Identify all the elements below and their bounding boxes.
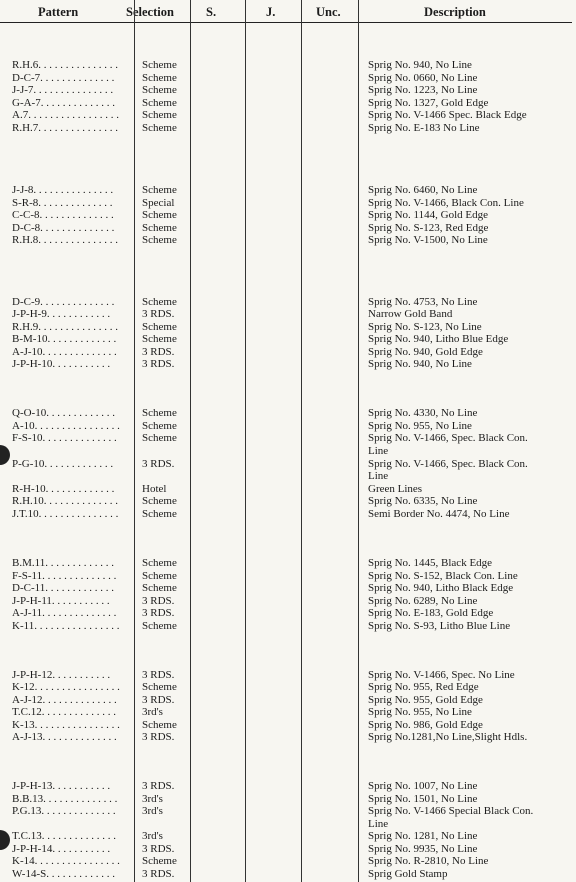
description-cell: Sprig No. 6460, No Line — [368, 184, 478, 196]
table-row — [0, 407, 576, 420]
table-row — [0, 805, 576, 818]
selection-cell: Scheme — [142, 296, 177, 308]
description-cell: Sprig No. 6289, No Line — [368, 595, 478, 607]
pattern-cell: B-M-10. . . . . . . . . . . . . — [12, 333, 117, 345]
description-cell: Sprig No. 1281, No Line — [368, 830, 478, 842]
pattern-cell: R.H.7. . . . . . . . . . . . . . . — [12, 122, 119, 134]
pattern-cell: W-14-S. . . . . . . . . . . . . — [12, 868, 115, 880]
pattern-cell: B.B.13. . . . . . . . . . . . . . — [12, 793, 118, 805]
selection-cell: Scheme — [142, 333, 177, 345]
table-row — [0, 731, 576, 744]
table-row — [0, 59, 576, 72]
pattern-cell: A-J-13. . . . . . . . . . . . . . — [12, 731, 117, 743]
selection-header: Selection — [126, 5, 174, 19]
selection-cell: 3rd's — [142, 793, 163, 805]
selection-cell: Scheme — [142, 184, 177, 196]
pattern-cell: J-P-H-14. . . . . . . . . . . — [12, 843, 111, 855]
selection-cell: Hotel — [142, 483, 167, 495]
description-cell: Sprig No. 955, Gold Edge — [368, 694, 483, 706]
selection-cell: Scheme — [142, 508, 177, 520]
table-row — [0, 868, 576, 881]
pattern-cell: J-P-H-9. . . . . . . . . . . . — [12, 308, 111, 320]
description-cell: Sprig No. 940, Litho Blue Edge — [368, 333, 509, 345]
selection-cell: Scheme — [142, 222, 177, 234]
selection-cell: Special — [142, 197, 175, 209]
description-cell: Sprig No. V-1500, No Line — [368, 234, 488, 246]
table-row — [0, 706, 576, 719]
description-cell: Narrow Gold Band — [368, 308, 453, 320]
table-row — [0, 333, 576, 346]
pattern-cell: J-P-H-12. . . . . . . . . . . — [12, 669, 111, 681]
selection-cell: 3 RDS. — [142, 843, 175, 855]
pattern-cell: K-12. . . . . . . . . . . . . . . . — [12, 681, 120, 693]
description-cell: Sprig No. S-93, Litho Blue Line — [368, 620, 511, 632]
description-cell: Sprig No. 4330, No Line — [368, 407, 478, 419]
pattern-cell: R.H.6. . . . . . . . . . . . . . . — [12, 59, 119, 71]
selection-cell: Scheme — [142, 432, 177, 444]
description-cell: Sprig No. E-183 No Line — [368, 122, 480, 134]
pattern-cell: D-C-8. . . . . . . . . . . . . . — [12, 222, 115, 234]
selection-cell: Scheme — [142, 855, 177, 867]
selection-cell: Scheme — [142, 557, 177, 569]
selection-cell: Scheme — [142, 84, 177, 96]
selection-cell: Scheme — [142, 321, 177, 333]
description-cell: Sprig No. 986, Gold Edge — [368, 719, 483, 731]
pattern-cell: K-14. . . . . . . . . . . . . . . . — [12, 855, 120, 867]
table-row — [0, 122, 576, 135]
pattern-cell: A.7. . . . . . . . . . . . . . . . . — [12, 109, 119, 121]
table-row — [0, 582, 576, 595]
selection-cell: 3 RDS. — [142, 458, 175, 470]
description-cell: Line — [368, 470, 389, 482]
pattern-cell: R.H.9. . . . . . . . . . . . . . . — [12, 321, 119, 333]
selection-cell: 3 RDS. — [142, 308, 175, 320]
description-cell: Sprig No. E-183, Gold Edge — [368, 607, 494, 619]
selection-cell: Scheme — [142, 122, 177, 134]
pattern-cell: P-G-10. . . . . . . . . . . . . — [12, 458, 114, 470]
selection-cell: Scheme — [142, 407, 177, 419]
table-row — [0, 84, 576, 97]
pattern-cell: R.H.8. . . . . . . . . . . . . . . — [12, 234, 119, 246]
table-header — [0, 0, 576, 22]
pattern-cell: A-J-11. . . . . . . . . . . . . . — [12, 607, 117, 619]
selection-cell: 3 RDS. — [142, 358, 175, 370]
description-cell: Sprig No. 6335, No Line — [368, 495, 478, 507]
selection-cell: Scheme — [142, 72, 177, 84]
description-cell: Sprig No. 1327, Gold Edge — [368, 97, 489, 109]
pattern-cell: J-J-7. . . . . . . . . . . . . . . — [12, 84, 114, 96]
table-row — [0, 209, 576, 222]
selection-cell: 3 RDS. — [142, 669, 175, 681]
table-row — [0, 620, 576, 633]
j-header: J. — [266, 5, 276, 19]
description-cell: Sprig No. V-1466, Spec. Black Con. — [368, 458, 528, 470]
description-cell: Sprig No. 1445, Black Edge — [368, 557, 493, 569]
selection-cell: Scheme — [142, 582, 177, 594]
description-cell: Sprig No. V-1466 Spec. Black Edge — [368, 109, 527, 121]
table-row — [0, 780, 576, 793]
table-row — [0, 470, 576, 483]
selection-cell: Scheme — [142, 681, 177, 693]
description-cell: Sprig No.1281,No Line,Slight Hdls. — [368, 731, 528, 743]
description-cell: Sprig No. V-1466, Spec. Black Con. — [368, 432, 528, 444]
pattern-cell: F-S-10. . . . . . . . . . . . . . — [12, 432, 117, 444]
description-cell: Sprig No. 9935, No Line — [368, 843, 478, 855]
selection-cell: 3rd's — [142, 706, 163, 718]
selection-cell: Scheme — [142, 209, 177, 221]
table-row — [0, 308, 576, 321]
selection-cell: Scheme — [142, 719, 177, 731]
pattern-cell: J.T.10. . . . . . . . . . . . . . . — [12, 508, 119, 520]
description-cell: Sprig No. 940, No Line — [368, 358, 472, 370]
description-cell: Sprig No. 4753, No Line — [368, 296, 478, 308]
table-row — [0, 830, 576, 843]
selection-cell: Scheme — [142, 59, 177, 71]
pattern-cell: D-C-7. . . . . . . . . . . . . . — [12, 72, 115, 84]
table-row — [0, 681, 576, 694]
pattern-cell: J-J-8. . . . . . . . . . . . . . . — [12, 184, 114, 196]
selection-cell: 3 RDS. — [142, 868, 175, 880]
pattern-cell: Q-O-10. . . . . . . . . . . . . — [12, 407, 115, 419]
pattern-cell: J-P-H-11. . . . . . . . . . . — [12, 595, 110, 607]
description-cell: Sprig No. 940, No Line — [368, 59, 472, 71]
pattern-cell: A-J-10. . . . . . . . . . . . . . — [12, 346, 117, 358]
description-cell: Sprig No. 955, No Line — [368, 706, 472, 718]
description-cell: Line — [368, 818, 389, 830]
selection-cell: 3 RDS. — [142, 780, 175, 792]
pattern-cell: J-P-H-10. . . . . . . . . . . — [12, 358, 111, 370]
selection-cell: Scheme — [142, 109, 177, 121]
pattern-cell: D-C-9. . . . . . . . . . . . . . — [12, 296, 115, 308]
pattern-cell: K-11. . . . . . . . . . . . . . . . — [12, 620, 120, 632]
selection-cell: 3 RDS. — [142, 595, 175, 607]
table-row — [0, 432, 576, 445]
description-cell: Green Lines — [368, 483, 423, 495]
pattern-cell: T.C.12. . . . . . . . . . . . . . — [12, 706, 116, 718]
description-cell: Sprig No. V-1466, Spec. No Line — [368, 669, 515, 681]
selection-cell: Scheme — [142, 97, 177, 109]
pattern-cell: D-C-11. . . . . . . . . . . . . — [12, 582, 114, 594]
pattern-cell: R-H-10. . . . . . . . . . . . . — [12, 483, 115, 495]
table-row — [0, 445, 576, 458]
selection-cell: Scheme — [142, 495, 177, 507]
description-cell: Sprig No. S-123, No Line — [368, 321, 482, 333]
selection-cell: 3 RDS. — [142, 346, 175, 358]
pattern-cell: G-A-7. . . . . . . . . . . . . . — [12, 97, 115, 109]
description-cell: Sprig No. S-152, Black Con. Line — [368, 570, 518, 582]
table-row — [0, 109, 576, 122]
pattern-cell: A-10. . . . . . . . . . . . . . . . — [12, 420, 120, 432]
pattern-cell: P.G.13. . . . . . . . . . . . . . — [12, 805, 116, 817]
description-cell: Sprig No. V-1466 Special Black Con. — [368, 805, 534, 817]
selection-cell: 3rd's — [142, 805, 163, 817]
description-cell: Sprig No. 0660, No Line — [368, 72, 478, 84]
description-cell: Sprig No. R-2810, No Line — [368, 855, 489, 867]
description-cell: Sprig No. 955, No Line — [368, 420, 472, 432]
header-rule — [0, 22, 572, 23]
table-row — [0, 184, 576, 197]
description-cell: Sprig No. 955, Red Edge — [368, 681, 479, 693]
pattern-cell: R.H.10. . . . . . . . . . . . . . — [12, 495, 119, 507]
selection-cell: Scheme — [142, 234, 177, 246]
description-cell: Sprig No. 1501, No Line — [368, 793, 478, 805]
selection-cell: 3 RDS. — [142, 731, 175, 743]
pattern-cell: A-J-12. . . . . . . . . . . . . . — [12, 694, 117, 706]
selection-cell: 3 RDS. — [142, 694, 175, 706]
s-header: S. — [206, 5, 217, 19]
pattern-cell: T.C.13. . . . . . . . . . . . . . — [12, 830, 116, 842]
selection-cell: Scheme — [142, 620, 177, 632]
pattern-header: Pattern — [38, 5, 79, 19]
pattern-cell: B.M.11. . . . . . . . . . . . . — [12, 557, 114, 569]
description-cell: Sprig No. 1007, No Line — [368, 780, 478, 792]
selection-cell: 3rd's — [142, 830, 163, 842]
table-row — [0, 855, 576, 868]
selection-cell: Scheme — [142, 420, 177, 432]
table-row — [0, 508, 576, 521]
description-cell: Sprig No. 1223, No Line — [368, 84, 478, 96]
description-cell: Sprig No. 940, Gold Edge — [368, 346, 483, 358]
pattern-cell: C-C-8. . . . . . . . . . . . . . — [12, 209, 114, 221]
pattern-cell: K-13. . . . . . . . . . . . . . . . — [12, 719, 120, 731]
table-row — [0, 234, 576, 247]
description-cell: Line — [368, 445, 389, 457]
description-header: Description — [424, 5, 486, 19]
description-cell: Sprig No. V-1466, Black Con. Line — [368, 197, 524, 209]
description-cell: Sprig No. 1144, Gold Edge — [368, 209, 488, 221]
pattern-cell: J-P-H-13. . . . . . . . . . . — [12, 780, 111, 792]
description-cell: Sprig No. S-123, Red Edge — [368, 222, 489, 234]
table-row — [0, 557, 576, 570]
selection-cell: 3 RDS. — [142, 607, 175, 619]
description-cell: Sprig No. 940, Litho Black Edge — [368, 582, 514, 594]
pattern-cell: F-S-11. . . . . . . . . . . . . . — [12, 570, 117, 582]
table-row — [0, 607, 576, 620]
description-cell: Sprig Gold Stamp — [368, 868, 448, 880]
table-row — [0, 358, 576, 371]
table-row — [0, 495, 576, 508]
unc-header: Unc. — [316, 5, 341, 19]
description-cell: Semi Border No. 4474, No Line — [368, 508, 510, 520]
selection-cell: Scheme — [142, 570, 177, 582]
pattern-cell: S-R-8. . . . . . . . . . . . . . — [12, 197, 113, 209]
